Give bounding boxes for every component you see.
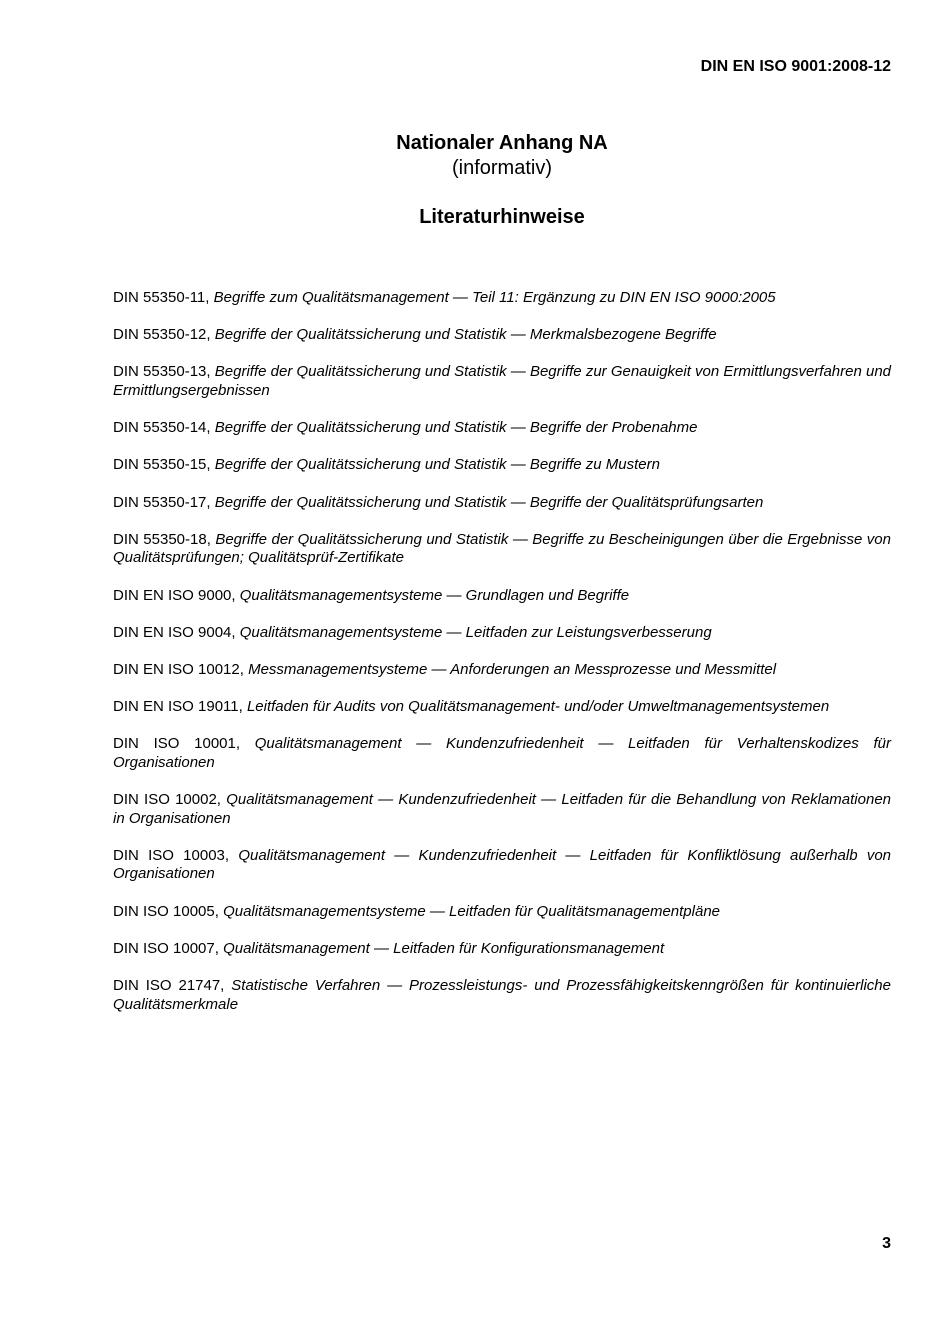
reference-title: Qualitätsmanagementsysteme — Leitfaden zur Leistungsverbesserung (239, 623, 712, 641)
annex-heading (0, 131, 950, 181)
reference-title: Qualitätsmanagement — Kundenzufriedenheit — Leitfaden für die Behandlung von Reklamationen in Organisationen (113, 791, 892, 827)
reference-item (113, 977, 891, 1014)
reference-id: DIN 55350-13, (113, 363, 211, 381)
reference-id: DIN EN ISO 19011, (113, 698, 243, 716)
page-number: 3 (882, 1235, 891, 1252)
reference-item (113, 847, 891, 884)
reference-id: DIN 55350-12, (113, 326, 211, 344)
reference-title: Begriffe der Qualitätssicherung und Statistik — Begriffe der Probenahme (214, 419, 698, 437)
reference-item (113, 698, 891, 717)
annex-title: Nationaler Anhang NA (396, 132, 608, 154)
reference-item (113, 531, 891, 568)
reference-item (113, 735, 891, 772)
reference-item (113, 624, 891, 643)
reference-item (113, 903, 891, 922)
reference-item (113, 587, 891, 606)
reference-item (113, 363, 891, 400)
reference-title: Qualitätsmanagement — Kundenzufriedenheit — Leitfaden für Verhaltenskodizes für Organisationen (113, 735, 891, 771)
reference-title: Qualitätsmanagement — Kundenzufriedenheit — Leitfaden für Konfliktlösung außerhalb von Organisationen (113, 846, 892, 883)
reference-id: DIN 55350-15, (113, 456, 211, 474)
reference-item (113, 326, 891, 345)
reference-id: DIN ISO 10002, (113, 791, 221, 809)
reference-item (113, 494, 891, 513)
reference-item (113, 791, 891, 828)
reference-id: DIN EN ISO 9004, (113, 623, 236, 641)
reference-list (113, 289, 891, 1033)
reference-id: DIN 55350-18, (113, 530, 211, 548)
reference-id: DIN EN ISO 10012, (113, 660, 244, 678)
reference-id: DIN 55350-17, (113, 493, 211, 511)
reference-id: DIN ISO 10007, (113, 939, 219, 957)
reference-title: Begriffe der Qualitätssicherung und Statistik — Begriffe zu Mustern (214, 456, 660, 474)
reference-title: Begriffe der Qualitätssicherung und Statistik — Begriffe zu Bescheinigungen über die Ergebnisse von Qualitätsprüfungen; Qualitätsprüf-Zertifikate (113, 530, 891, 567)
reference-id: DIN 55350-11, (113, 289, 210, 306)
reference-id: DIN ISO 10003, (113, 846, 230, 864)
reference-item (113, 456, 891, 475)
reference-title: Statistische Verfahren — Prozessleistungs- und Prozessfähigkeitskenngrößen für kontinuierliche Qualitätsmerkmale (113, 976, 891, 1013)
section-title: Literaturhinweise (419, 206, 585, 228)
reference-id: DIN 55350-14, (113, 419, 211, 437)
annex-subtitle: (informativ) (451, 157, 552, 179)
document-id: DIN EN ISO 9001:2008-12 (700, 58, 891, 75)
reference-title: Begriffe zum Qualitätsmanagement — Teil 11: Ergänzung zu DIN EN ISO 9000:2005 (213, 289, 776, 306)
reference-id: DIN EN ISO 9000, (113, 586, 236, 604)
reference-item (113, 940, 891, 959)
reference-title: Qualitätsmanagement — Leitfaden für Konfigurationsmanagement (223, 939, 665, 957)
reference-id: DIN ISO 21747, (113, 976, 225, 994)
reference-title: Messmanagementsysteme — Anforderungen an Messprozesse und Messmittel (248, 660, 777, 678)
reference-title: Begriffe der Qualitätssicherung und Statistik — Begriffe der Qualitätsprüfungsarten (214, 493, 764, 511)
reference-title: Qualitätsmanagementsysteme — Grundlagen und Begriffe (239, 586, 630, 604)
reference-item (113, 661, 891, 680)
reference-title: Qualitätsmanagementsysteme — Leitfaden für Qualitätsmanagementpläne (223, 902, 721, 920)
reference-title: Begriffe der Qualitätssicherung und Statistik — Merkmalsbezogene Begriffe (214, 326, 717, 344)
reference-title: Begriffe der Qualitätssicherung und Statistik — Begriffe zur Genauigkeit von Ermittlungsverfahren und Ermittlungsergebnissen (113, 363, 892, 399)
reference-item (113, 419, 891, 438)
reference-title: Leitfaden für Audits von Qualitätsmanagement- und/oder Umweltmanagementsystemen (246, 698, 830, 716)
reference-id: DIN ISO 10005, (113, 902, 219, 920)
reference-item (113, 289, 891, 308)
reference-id: DIN ISO 10001, (113, 735, 241, 753)
